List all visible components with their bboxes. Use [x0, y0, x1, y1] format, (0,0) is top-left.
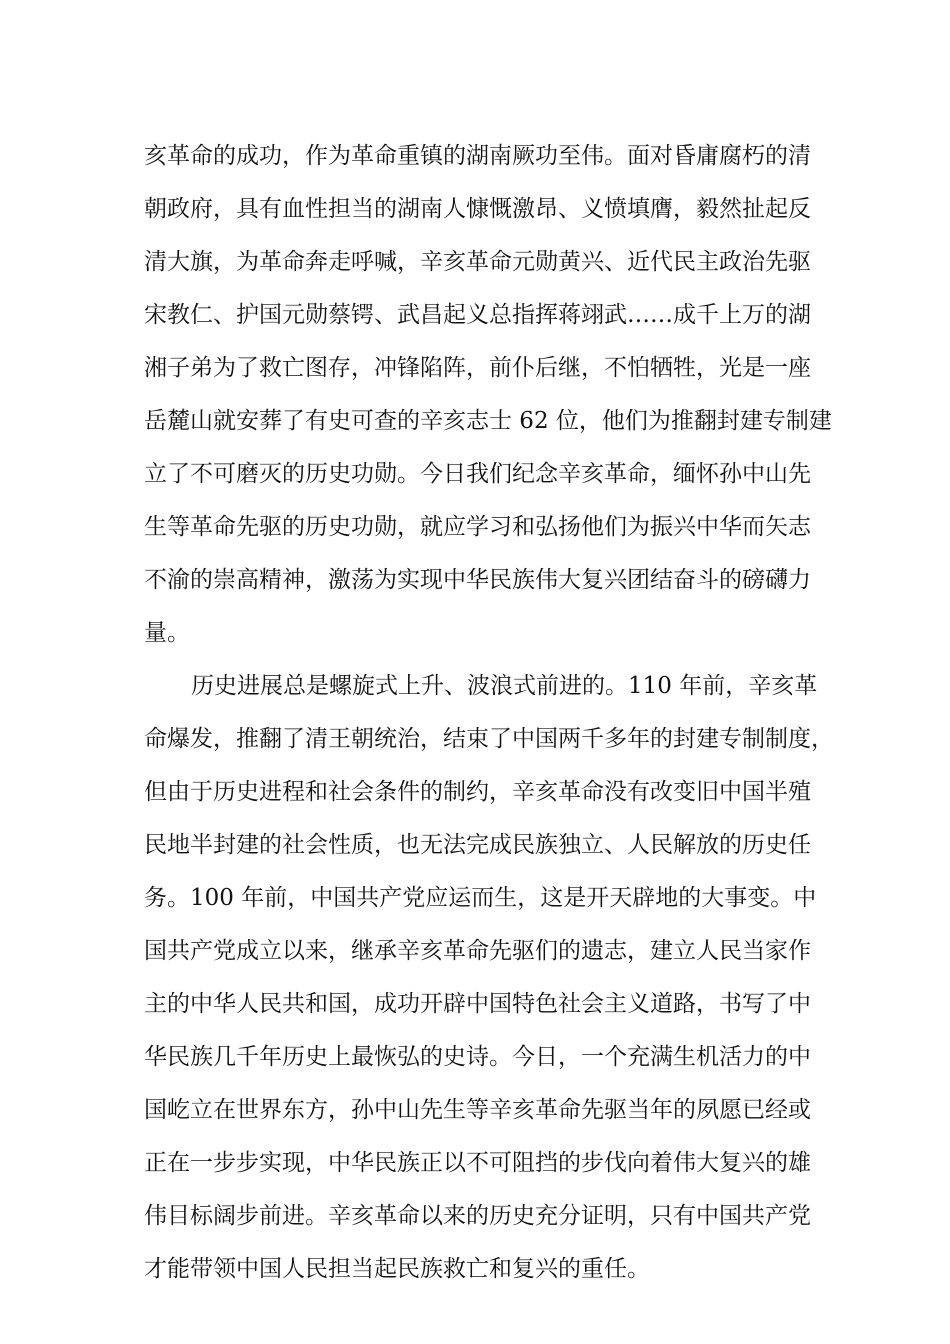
text-line: 不渝的崇高精神，激荡为实现中华民族伟大复兴团结奋斗的磅礴力	[144, 567, 811, 593]
text-line: 国屹立在世界东方，孙中山先生等辛亥革命先驱当年的夙愿已经或	[144, 1097, 811, 1123]
text-line: 主的中华人民共和国，成功开辟中国特色社会主义道路，书写了中	[144, 991, 811, 1017]
paragraph-2	[144, 660, 834, 1296]
text-line-indented: 历史进展总是螺旋式上升、波浪式前进的。110 年前，辛亥革	[191, 673, 818, 699]
text-line: 但由于历史进程和社会条件的制约，辛亥革命没有改变旧中国半殖	[144, 779, 811, 805]
text-line: 立了不可磨灭的历史功勋。今日我们纪念辛亥革命，缅怀孙中山先	[144, 461, 811, 487]
text-line: 正在一步步实现，中华民族正以不可阻挡的步伐向着伟大复兴的雄	[144, 1150, 811, 1176]
text-line: 才能带领中国人民担当起民族救亡和复兴的重任。	[144, 1256, 650, 1282]
text-line: 生等革命先驱的历史功勋，就应学习和弘扬他们为振兴中华而矢志	[144, 514, 811, 540]
paragraph-1	[144, 130, 832, 660]
text-line: 量。	[144, 620, 190, 646]
text-line: 民地半封建的社会性质，也无法完成民族独立、人民解放的历史任	[144, 832, 811, 858]
document-body	[144, 130, 834, 1296]
text-line: 国共产党成立以来，继承辛亥革命先驱们的遗志，建立人民当家作	[144, 938, 811, 964]
text-line: 命爆发，推翻了清王朝统治，结束了中国两千多年的封建专制制度，	[144, 726, 834, 752]
text-line: 宋教仁、护国元勋蔡锷、武昌起义总指挥蒋翊武……成千上万的湖	[144, 302, 811, 328]
text-line: 务。100 年前，中国共产党应运而生，这是开天辟地的大事变。中	[144, 885, 817, 911]
text-line: 清大旗，为革命奔走呼喊，辛亥革命元勋黄兴、近代民主政治先驱	[144, 249, 811, 275]
text-line: 湘子弟为了救亡图存，冲锋陷阵，前仆后继，不怕牺牲，光是一座	[144, 355, 811, 381]
text-line: 亥革命的成功，作为革命重镇的湖南厥功至伟。面对昏庸腐朽的清	[144, 143, 811, 169]
text-line: 伟目标阔步前进。辛亥革命以来的历史充分证明，只有中国共产党	[144, 1203, 811, 1229]
text-line: 朝政府，具有血性担当的湖南人慷慨激昂、义愤填膺，毅然扯起反	[144, 196, 811, 222]
text-line: 岳麓山就安葬了有史可查的辛亥志士 62 位，他们为推翻封建专制建	[144, 408, 832, 434]
text-line: 华民族几千年历史上最恢弘的史诗。今日，一个充满生机活力的中	[144, 1044, 811, 1070]
